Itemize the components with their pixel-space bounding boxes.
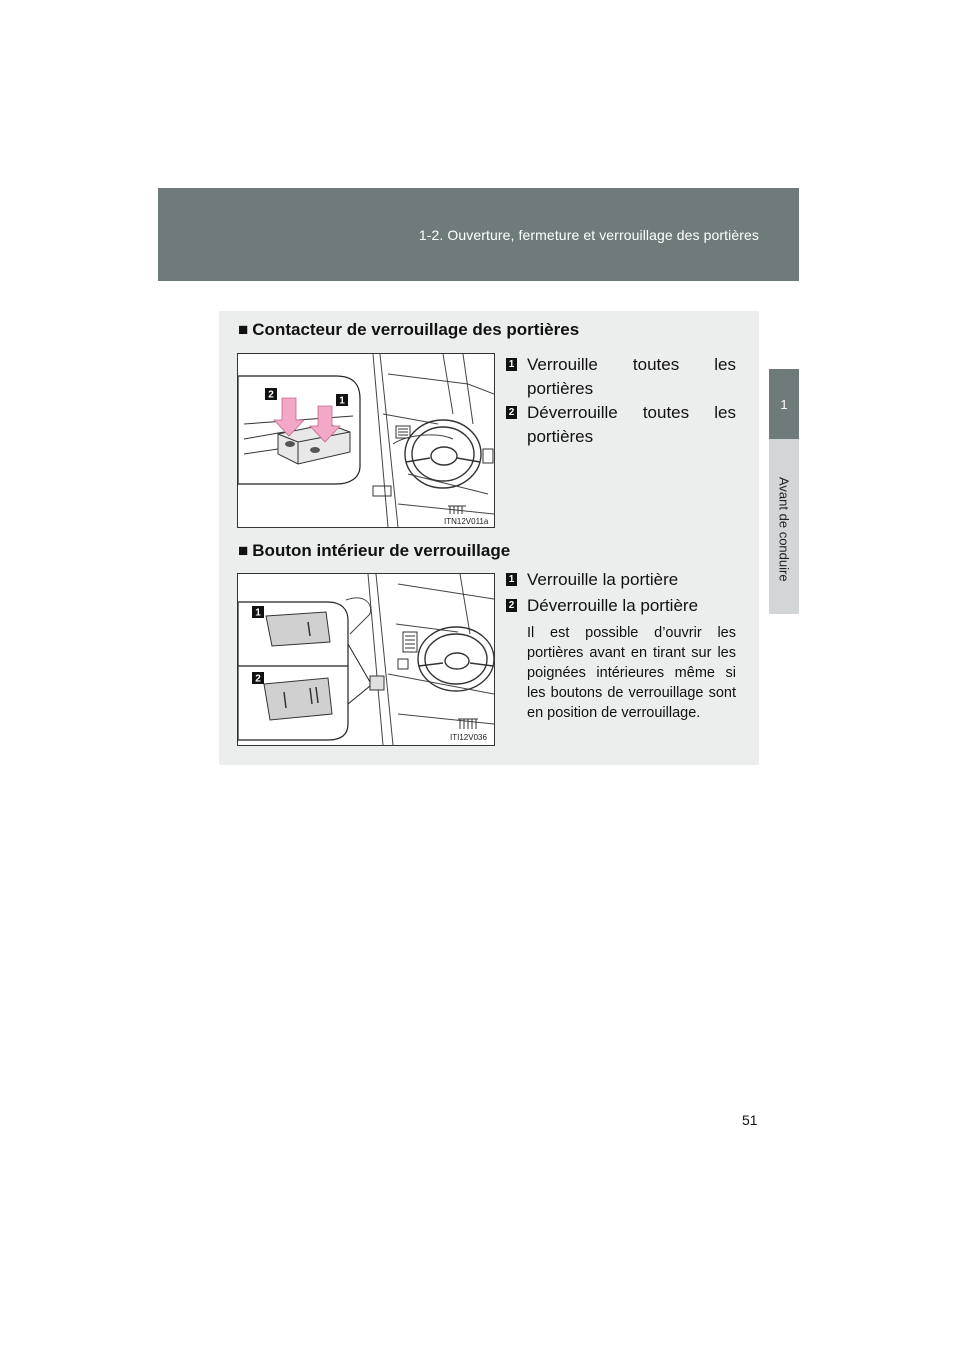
chapter-tab-label-text: Avant de conduire xyxy=(776,476,792,582)
figure-inside-lock-button xyxy=(237,573,495,746)
figure-code: ITI12V036 xyxy=(450,733,487,742)
list-item xyxy=(506,594,736,618)
item-number: 2 xyxy=(506,599,517,612)
heading-text: Contacteur de verrouillage des portières xyxy=(252,320,580,339)
callout-2: 2 xyxy=(268,389,274,401)
header-band xyxy=(158,188,799,281)
item-number: 1 xyxy=(506,358,517,371)
item-number: 1 xyxy=(506,573,517,586)
chapter-tab-label xyxy=(769,444,799,614)
callout-2: 2 xyxy=(255,673,261,685)
item-text: Verrouille toutes les portières xyxy=(527,355,736,398)
list-item xyxy=(506,401,736,449)
list-item xyxy=(506,568,736,592)
figure-code: ITN12V011a xyxy=(444,517,489,526)
header-title: 1-2. Ouverture, fermeture et verrouillage des portières xyxy=(418,227,759,243)
chapter-tab-number: 1 xyxy=(769,369,799,439)
inside-lock-button-illustration xyxy=(238,574,494,745)
callout-1: 1 xyxy=(255,607,261,619)
item-number: 2 xyxy=(506,406,517,419)
page-number: 51 xyxy=(742,1112,758,1128)
heading-marker: ■ xyxy=(238,541,249,560)
figure-door-lock-switch xyxy=(237,353,495,528)
note-text: Il est possible d’ouvrir les portières avant en tirant sur les poignées intérieures même si les boutons de verrouillage sont en position de verrouillage. xyxy=(527,625,736,721)
section-heading-door-lock-switch xyxy=(238,320,579,340)
item-text: Déverrouille la portière xyxy=(527,596,699,615)
list-item xyxy=(506,353,736,401)
item-text: Verrouille la portière xyxy=(527,570,679,589)
door-lock-switch-illustration xyxy=(238,354,494,527)
callout-1: 1 xyxy=(339,395,345,407)
section-heading-inside-lock-button xyxy=(238,541,510,561)
heading-marker: ■ xyxy=(238,320,249,339)
item-text: Déverrouille toutes les portières xyxy=(527,403,736,446)
heading-text: Bouton intérieur de verrouillage xyxy=(252,541,511,560)
